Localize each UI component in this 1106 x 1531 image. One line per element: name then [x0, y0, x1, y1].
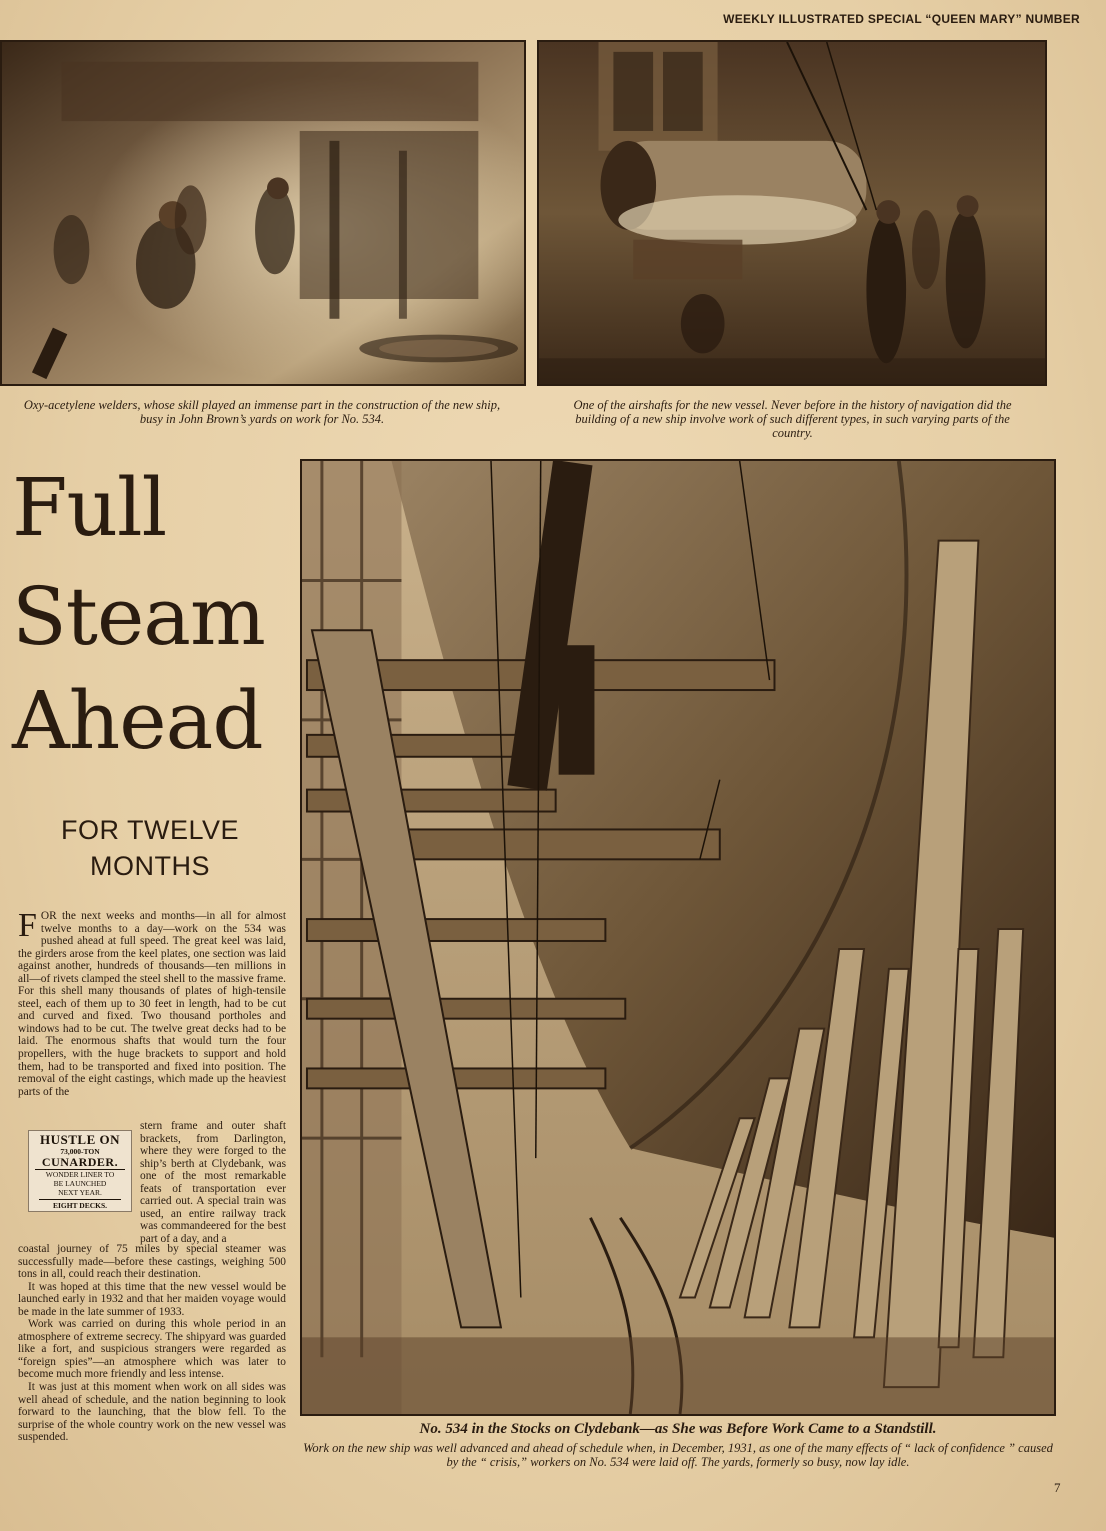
clipping-line-5: BE LAUNCHED — [53, 1179, 107, 1188]
article-paragraph-1-tail: coastal journey of 75 miles by special steamer was successfully made—before these castings, weighing 500 tons in all, could reach their destination. — [18, 1243, 286, 1281]
running-head: WEEKLY ILLUSTRATED SPECIAL “QUEEN MARY” NUMBER — [723, 12, 1080, 26]
clipping-line-6: NEXT YEAR. — [58, 1188, 102, 1197]
welders-photo — [0, 40, 526, 386]
clipping-line-1: HUSTLE ON — [40, 1132, 120, 1147]
clipping-line-3: CUNARDER. — [35, 1156, 125, 1170]
newspaper-clipping — [28, 1130, 132, 1212]
welders-photo-art — [2, 42, 524, 384]
main-photo-caption-title: No. 534 in the Stocks on Clydebank—as She was Before Work Came to a Standstill. — [419, 1421, 937, 1437]
ship-stocks-photo-art — [302, 461, 1054, 1414]
article-paragraph-4: It was just at this moment when work on all sides was well ahead of schedule, and the nation beginning to look forward to the launching, that the blow fell. To the surprise of the whole country work on the new vessel was suspended. — [18, 1381, 286, 1444]
clipping-line-4: WONDER LINER TO — [45, 1170, 115, 1179]
airshaft-photo — [537, 40, 1047, 386]
article-opening — [18, 907, 286, 1098]
airshaft-photo-art — [539, 42, 1045, 384]
article-paragraph-2: It was hoped at this time that the new vessel would be launched early in 1932 and that her maiden voyage would be made in the late summer of 1933. — [18, 1280, 286, 1318]
page-number: 7 — [1054, 1480, 1061, 1495]
subhead-line-1: FOR TWELVE — [60, 815, 240, 845]
clipping-line-2: 73,000-TON — [60, 1147, 100, 1156]
welders-caption: Oxy-acetylene welders, whose skill played an immense part in the construction of the new ship, busy in John Brown’s yards on work for No. 534. — [23, 398, 501, 426]
airshaft-caption: One of the airshafts for the new vessel. Never before in the history of navigation did the building of a new ship involve work of such different types, in such varying parts of the country. — [573, 398, 1012, 440]
headline-line-1: Full — [12, 461, 167, 554]
headline-line-3: Ahead — [12, 674, 263, 767]
subhead — [0, 812, 300, 884]
clipping-line-7: EIGHT DECKS. — [39, 1199, 121, 1210]
subhead-line-2: MONTHS — [90, 851, 210, 881]
dropcap: F — [18, 907, 37, 944]
article-paragraph-1-wrap: stern frame and outer shaft brackets, from Darlington, where they were forged to the ship’s berth at Clydebank, was one of the most remarkable feats of transportation ever carried out. A special train was used, an entire railway track was commandeered for the best part of a day, and a — [140, 1120, 286, 1245]
article-paragraph-1-lead: OR the next weeks and months—in all for almost twelve months to a day—work on the 534 was pushed ahead at full speed. The great keel was laid, the girders arose from the keel plates, one section was laid against another, hundreds of thousands—ten millions in all—of rivets clamped the steel shell to the massive frame. For this shell many thousands of plates of high-tensile steel, each of them up to 30 feet in length, had to be cut and curved and fixed. Two thousand portholes and windows had to be cut. The twelve great decks had to be laid. The enormous shafts that would turn the four propellers, with the huge brackets to support and hold them, had to be transported and fixed into position. The removal of the eight castings, which made up the heaviest parts of the — [18, 910, 286, 1098]
headline-line-2: Steam — [12, 570, 265, 663]
article-wrap-column — [140, 1120, 286, 1245]
main-photo-caption-body: Work on the new ship was well advanced and ahead of schedule when, in December, 1931, as one of the many effects of “ lack of confidence ” caused by the “ crisis,” workers on No. 534 were laid off. The yards, formerly so busy, now lay idle. — [303, 1441, 1053, 1469]
ship-stocks-photo — [300, 459, 1056, 1416]
article-remainder — [18, 1243, 286, 1444]
article-paragraph-3: Work was carried on during this whole period in an atmosphere of extreme secrecy. The shipyard was guarded like a fort, and suspicious strangers were regarded as “foreign spies”—an atmosphere which was later to become much more friendly and less intense. — [18, 1318, 286, 1381]
